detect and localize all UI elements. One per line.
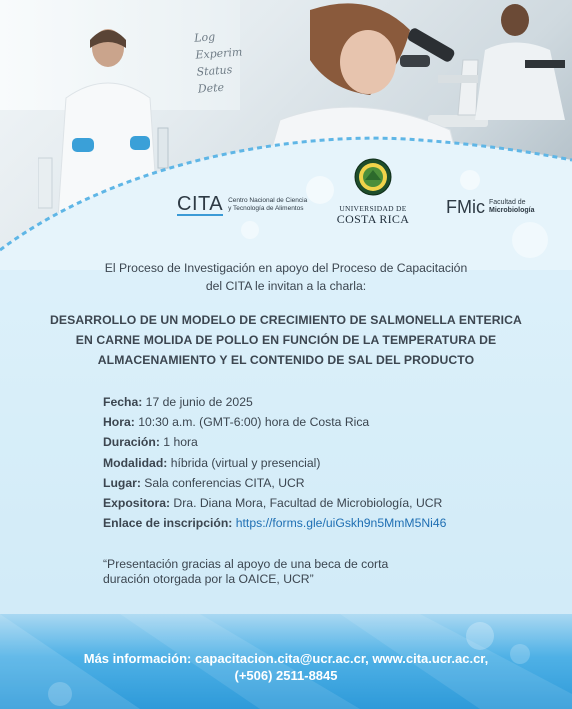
intro-line1: El Proceso de Investigación en apoyo del Proceso de Capacitación	[104, 261, 468, 275]
detail-value: Dra. Diana Mora, Facultad de Microbiología, UCR	[170, 496, 443, 511]
logo-bar	[0, 158, 572, 228]
cita-logo	[177, 194, 310, 216]
detail-registration	[103, 513, 543, 533]
talk-title	[0, 310, 572, 370]
ucr-line2: COSTA RICA	[336, 212, 410, 226]
detail-value: 1 hora	[159, 435, 198, 450]
footer-banner	[0, 614, 572, 709]
whiteboard-writing	[194, 26, 246, 97]
detail-label: Fecha:	[103, 395, 143, 409]
title-line3: ALMACENAMIENTO Y EL CONTENIDO DE SAL DEL PRODUCTO	[97, 353, 475, 367]
fmic-sub-line2: Microbiología	[489, 207, 535, 214]
detail-place	[103, 473, 543, 493]
detail-label: Hora:	[103, 415, 135, 430]
fmic-subtitle	[489, 199, 535, 215]
detail-label: Lugar:	[103, 475, 141, 490]
detail-label: Expositora:	[103, 496, 171, 511]
intro-line2: del CITA le invitan a la charla:	[205, 279, 367, 293]
event-details	[103, 392, 543, 533]
scientist-background-illustration	[455, 0, 572, 120]
title-line1: DESARROLLO DE UN MODELO DE CRECIMIENTO DE SALMONELLA ENTERICA	[50, 313, 522, 327]
cita-mark: CITA	[177, 193, 224, 215]
intro-text	[0, 259, 572, 295]
board-line: Dete	[197, 80, 225, 96]
fmic-sub-line1: Facultad de	[489, 199, 526, 206]
detail-value: Sala conferencias CITA, UCR	[140, 475, 305, 490]
quote-line1: “Presentación gracias al apoyo de una beca de corta	[103, 557, 389, 571]
contact-phone: (+506) 2511-8845	[234, 668, 338, 683]
fmic-mark: FMic	[446, 197, 485, 217]
detail-date	[103, 392, 543, 412]
ucr-seal-icon	[354, 158, 392, 196]
board-line: Experim	[195, 45, 243, 62]
detail-value: 10:30 a.m. (GMT-6:00) hora de Costa Rica	[134, 415, 370, 430]
registration-link[interactable]: https://forms.gle/uiGskh9n5MmM5Ni46	[235, 516, 447, 531]
ucr-logo	[333, 158, 413, 226]
contact-info	[0, 650, 572, 684]
detail-label: Modalidad:	[103, 455, 168, 470]
board-line: Status	[196, 63, 233, 79]
cita-subtitle: Centro Nacional de Ciencia y Tecnología de Alimentos	[228, 197, 308, 212]
detail-modality	[103, 453, 543, 473]
sponsor-quote	[103, 557, 443, 587]
board-line: Log	[193, 30, 216, 45]
registration-label: Enlace de inscripción:	[103, 516, 233, 531]
fmic-logo	[446, 198, 535, 216]
detail-time	[103, 412, 543, 432]
contact-line1[interactable]: Más información: capacitacion.cita@ucr.ac.cr, www.cita.ucr.ac.cr,	[83, 651, 489, 666]
detail-label: Duración:	[103, 435, 160, 450]
detail-value: 17 de junio de 2025	[142, 395, 253, 409]
quote-line2: duración otorgada por la OAICE, UCR”	[103, 572, 314, 586]
detail-speaker	[103, 493, 543, 513]
detail-duration	[103, 432, 543, 452]
detail-value: híbrida (virtual y presencial)	[167, 455, 321, 470]
title-line2: EN CARNE MOLIDA DE POLLO EN FUNCIÓN DE LA TEMPERATURA DE	[75, 333, 497, 347]
ucr-line1: UNIVERSIDAD DE	[339, 204, 407, 213]
